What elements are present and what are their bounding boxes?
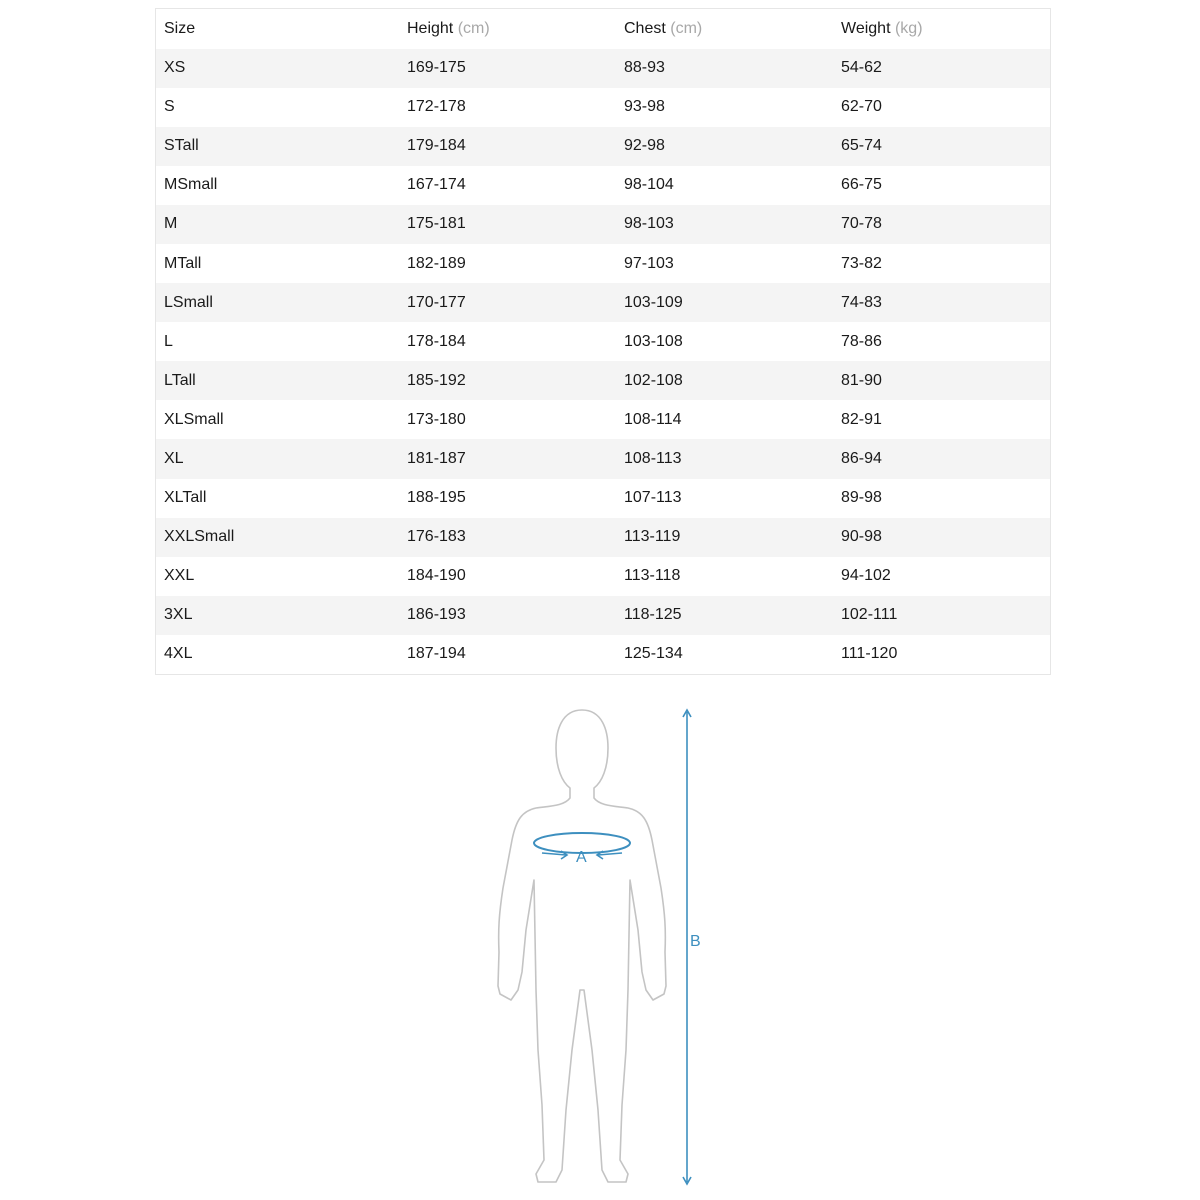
cell-chest: 98-104 — [624, 176, 674, 194]
cell-chest: 93-98 — [624, 98, 665, 116]
height-unit: (cm) — [457, 19, 490, 37]
table-row — [156, 88, 1050, 127]
table-row — [156, 49, 1050, 88]
cell-weight: 78-86 — [841, 332, 882, 350]
chest-arrow-right — [598, 853, 622, 855]
table-row — [156, 127, 1050, 166]
cell-size: XS — [164, 59, 186, 77]
cell-size: XLTall — [164, 489, 207, 507]
cell-size: XLSmall — [164, 410, 224, 428]
cell-chest: 103-108 — [624, 332, 683, 350]
cell-height: 185-192 — [407, 371, 466, 389]
table-row — [156, 557, 1050, 596]
cell-weight: 111-120 — [841, 645, 898, 663]
table-row — [156, 439, 1050, 478]
table-row — [156, 635, 1050, 674]
table-row — [156, 400, 1050, 439]
table-row — [156, 205, 1050, 244]
cell-height: 179-184 — [407, 137, 466, 155]
table-row — [156, 166, 1050, 205]
cell-weight: 82-91 — [841, 410, 882, 428]
cell-weight: 65-74 — [841, 137, 882, 155]
cell-chest: 92-98 — [624, 137, 665, 155]
cell-chest: 98-103 — [624, 215, 674, 233]
label-a: A — [576, 849, 587, 866]
table-header-row — [156, 9, 1050, 49]
cell-size: M — [164, 215, 178, 233]
table-row — [156, 244, 1050, 283]
table-row — [156, 479, 1050, 518]
table-row — [156, 322, 1050, 361]
cell-chest: 88-93 — [624, 59, 665, 77]
table-row — [156, 518, 1050, 557]
cell-height: 188-195 — [407, 489, 466, 507]
cell-height: 181-187 — [407, 449, 466, 467]
cell-height: 178-184 — [407, 332, 466, 350]
header-height: Height (cm) — [407, 19, 490, 37]
cell-height: 172-178 — [407, 98, 466, 116]
cell-chest: 118-125 — [624, 606, 682, 624]
cell-size: 3XL — [164, 606, 193, 624]
cell-weight: 86-94 — [841, 449, 882, 467]
cell-weight: 90-98 — [841, 528, 882, 546]
cell-size: STall — [164, 137, 199, 155]
header-weight: Weight (kg) — [841, 19, 923, 37]
cell-weight: 62-70 — [841, 98, 882, 116]
weight-unit: (kg) — [894, 19, 923, 37]
cell-height: 186-193 — [407, 606, 466, 624]
cell-weight: 70-78 — [841, 215, 882, 233]
label-b: B — [690, 933, 701, 950]
cell-weight: 81-90 — [841, 371, 882, 389]
cell-size: XXL — [164, 567, 195, 585]
cell-weight: 102-111 — [841, 606, 898, 624]
cell-weight: 74-83 — [841, 293, 882, 311]
header-size: Size — [164, 19, 196, 37]
cell-chest: 97-103 — [624, 254, 674, 272]
cell-size: XL — [164, 449, 184, 467]
table-row — [156, 361, 1050, 400]
cell-weight: 94-102 — [841, 567, 891, 585]
cell-size: XXLSmall — [164, 528, 235, 546]
cell-size: LSmall — [164, 293, 213, 311]
chest-arrow-left — [542, 853, 566, 855]
cell-weight: 89-98 — [841, 489, 882, 507]
cell-size: 4XL — [164, 645, 193, 663]
table-row — [156, 596, 1050, 635]
cell-weight: 73-82 — [841, 254, 882, 272]
cell-size: MSmall — [164, 176, 218, 194]
measurement-diagram — [90, 690, 1110, 1200]
table-row — [156, 283, 1050, 322]
header-chest: Chest (cm) — [624, 19, 703, 37]
cell-chest: 107-113 — [624, 489, 682, 507]
cell-size: MTall — [164, 254, 202, 272]
cell-height: 182-189 — [407, 254, 466, 272]
cell-size: LTall — [164, 371, 196, 389]
cell-chest: 102-108 — [624, 371, 683, 389]
cell-height: 169-175 — [407, 59, 466, 77]
cell-height: 187-194 — [407, 645, 466, 663]
cell-height: 184-190 — [407, 567, 466, 585]
cell-chest: 108-114 — [624, 410, 682, 428]
chest-unit: (cm) — [670, 19, 703, 37]
cell-size: L — [164, 332, 173, 350]
cell-height: 176-183 — [407, 528, 466, 546]
cell-chest: 125-134 — [624, 645, 683, 663]
cell-height: 175-181 — [407, 215, 466, 233]
cell-height: 170-177 — [407, 293, 466, 311]
cell-weight: 66-75 — [841, 176, 882, 194]
body-figure-svg — [90, 690, 1110, 1200]
body-outline — [498, 710, 666, 1182]
cell-height: 173-180 — [407, 410, 466, 428]
cell-height: 167-174 — [407, 176, 466, 194]
cell-weight: 54-62 — [841, 59, 882, 77]
cell-chest: 113-118 — [624, 567, 681, 585]
cell-chest: 103-109 — [624, 293, 683, 311]
size-chart-table — [155, 8, 1051, 675]
cell-chest: 108-113 — [624, 449, 682, 467]
cell-size: S — [164, 98, 175, 116]
cell-chest: 113-119 — [624, 528, 681, 546]
